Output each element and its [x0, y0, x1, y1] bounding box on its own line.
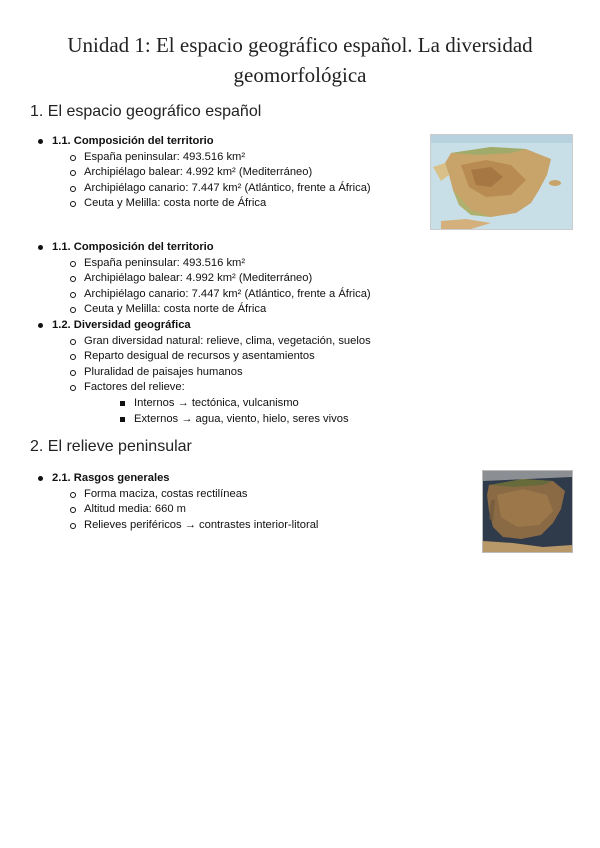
list-item: Forma maciza, costas rectilíneas	[52, 487, 318, 503]
page-title	[30, 30, 570, 90]
list-item	[38, 471, 318, 533]
spain-relief-map-image	[430, 134, 573, 230]
list-item: Reparto desigual de recursos y asentamientos	[52, 349, 371, 365]
list-item: Altitud media: 660 m	[52, 502, 318, 518]
list-item: Internos → tectónica, vulcanismo	[84, 396, 371, 412]
list-item	[38, 134, 371, 212]
section1-heading: 1. El espacio geográfico español	[30, 103, 262, 120]
page-title-line1: Unidad 1: El espacio geográfico español. La diversidad	[67, 33, 533, 57]
list-item-label: 1.2. Diversidad geográfica	[52, 318, 191, 331]
list-item: Ceuta y Melilla: costa norte de África	[52, 302, 371, 318]
spain-relief-map-icon	[431, 135, 572, 229]
list-item-label: 1.1. Composición del territorio	[52, 135, 214, 147]
list-item-label: Factores del relieve:	[84, 381, 185, 394]
list-item-label: 2.1. Rasgos generales	[52, 472, 170, 484]
iberia-satellite-image	[482, 470, 573, 553]
list-item-label: 1.1. Composición del territorio	[52, 241, 214, 253]
iberia-satellite-icon	[483, 471, 572, 552]
list-item: España peninsular: 493.516 km²	[52, 150, 371, 166]
list-item: Externos → agua, viento, hielo, seres vivos	[84, 412, 371, 428]
section2-heading: 2. El relieve peninsular	[30, 438, 192, 455]
list-item: Relieves periféricos → contrastes interior-litoral	[52, 518, 318, 534]
section1-list-a	[38, 134, 371, 212]
section1-list-b	[38, 240, 371, 427]
list-item: Ceuta y Melilla: costa norte de África	[52, 196, 371, 212]
list-item: Pluralidad de paisajes humanos	[52, 365, 371, 381]
list-item: Archipiélago canario: 7.447 km² (Atlántico, frente a África)	[52, 287, 371, 303]
list-item	[38, 240, 371, 318]
page-title-line2: geomorfológica	[233, 63, 367, 87]
list-item	[38, 318, 371, 427]
list-item: Archipiélago balear: 4.992 km² (Mediterráneo)	[52, 165, 371, 181]
section2-list	[38, 471, 318, 533]
list-item: Archipiélago canario: 7.447 km² (Atlántico, frente a África)	[52, 181, 371, 197]
list-item: España peninsular: 493.516 km²	[52, 256, 371, 272]
list-item: Archipiélago balear: 4.992 km² (Mediterráneo)	[52, 271, 371, 287]
list-item: Gran diversidad natural: relieve, clima, vegetación, suelos	[52, 334, 371, 350]
list-item	[52, 380, 371, 427]
